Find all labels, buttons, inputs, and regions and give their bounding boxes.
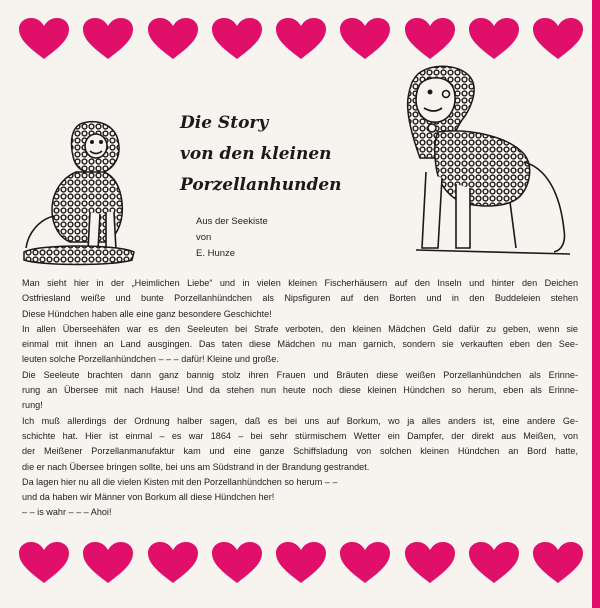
sleeve-edge (592, 0, 600, 608)
heart-icon (18, 17, 70, 61)
heart-icon (147, 541, 199, 585)
heart-icon (18, 541, 70, 585)
story-line: rung! (22, 400, 43, 411)
heart-icon (82, 541, 134, 585)
title-line: Die Story (180, 113, 269, 133)
heart-icon (404, 541, 456, 585)
story-line: – – is wahr – – – Ahoi! (22, 507, 112, 518)
story-line: Da lagen hier nu all die vielen Kisten mit den Porzellanhündchen so herum – – (22, 476, 338, 487)
credit-author: E. Hunze (196, 248, 236, 259)
porcelain-dog-left-illustration (18, 116, 138, 268)
story-credit (196, 214, 268, 262)
heart-icon (275, 541, 327, 585)
heart-icon (147, 17, 199, 61)
heart-icon (211, 541, 263, 585)
heart-border-bottom (18, 540, 584, 586)
heart-icon (339, 17, 391, 61)
story-line: Ich muß allerdings der Ordnung halber sagen, daß es bei uns auf Borkum, wo ja alles anders ist, eine andere Ge- (22, 415, 578, 426)
story-text (22, 276, 578, 521)
story-line: leuten solche Porzellanhündchen – – – dafür! Kleine und große. (22, 354, 279, 365)
story-line: einmal mit ihnen an Land ausgingen. Das taten diese Mädchen nu man garnich, sondern sie verkauften eben den See- (22, 339, 578, 350)
heart-icon (532, 17, 584, 61)
title-line: Porzellanhunden (180, 175, 342, 195)
heart-border-top (18, 16, 584, 62)
heart-icon (532, 541, 584, 585)
credit-line: von (196, 232, 212, 243)
story-line: Die Seeleute brachten dann ganz bannig stolz ihren Frauen und Bräuten diese weißen Porzellanhündchen als Erinne- (22, 369, 578, 380)
story-line: In allen Überseehäfen war es den Seeleuten bei Strafe verboten, den kleinen Mädchen Geld dafür zu geben, wenn sie (22, 323, 578, 334)
heart-icon (468, 541, 520, 585)
heart-icon (82, 17, 134, 61)
story-line: und da haben wir Männer von Borkum all diese Hündchen her! (22, 492, 275, 503)
credit-line: Aus der Seekiste (196, 216, 268, 227)
heart-icon (211, 17, 263, 61)
story-line: Ostfriesland weiße und bunte Porzellanhündchen als Nipsfiguren auf den Borten und in den Buddeleien stehen (22, 293, 578, 304)
heart-icon (468, 17, 520, 61)
story-line: Diese Hündchen haben alle eine ganz besondere Geschichte! (22, 308, 272, 319)
story-title (180, 108, 390, 201)
title-line: von den kleinen (180, 144, 332, 164)
heart-icon (275, 17, 327, 61)
story-line: der Meißener Porzellanmanufaktur kam und eine ganze Schiffsladung von solchen kleinen Hündchen an Bord hatte, (22, 446, 578, 457)
story-line: Man sieht hier in der „Heimlichen Liebe“ und in vielen kleinen Fischerhäusern auf den Inseln und hinter den Deichen (22, 278, 578, 288)
story-line: schichte hat. Hier ist einmal – es war 1864 – bei sehr stürmischem Wetter ein Dampfer, der direkt aus Meißen, von (22, 430, 578, 441)
porcelain-dog-right-illustration (398, 62, 578, 262)
story-line: die er nach Übersee bringen sollte, bei uns am Südstrand in der Brandung gestrandet. (22, 461, 370, 472)
heart-icon (404, 17, 456, 61)
story-line: rung an Übersee mit nach Hause! Und da stehen nun heute noch diese kleinen Hündchen so herum, eben als Erinne- (22, 385, 578, 396)
heart-icon (339, 541, 391, 585)
